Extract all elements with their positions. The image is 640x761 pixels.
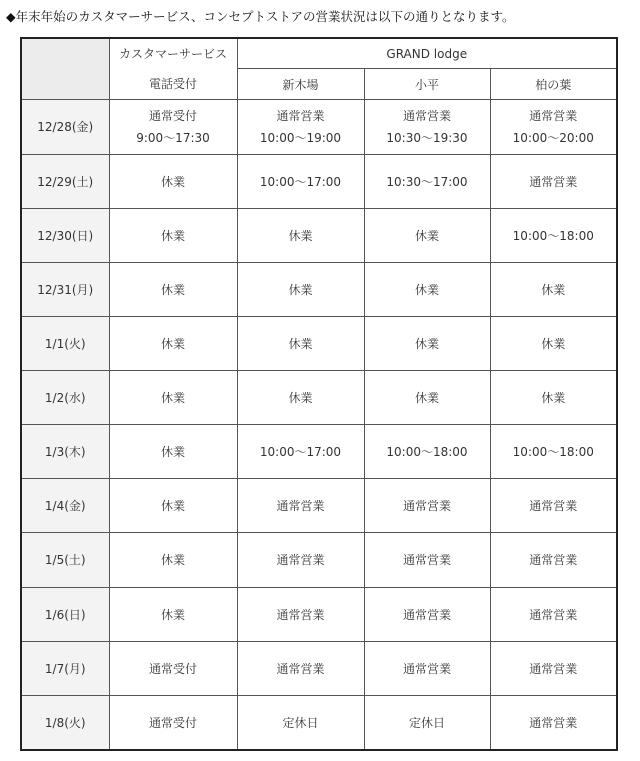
- row-date: 1/8(火): [21, 695, 109, 749]
- cell-text: 休業: [160, 282, 185, 297]
- cell-kodaira: [364, 641, 490, 695]
- row-date: 12/28(金): [21, 100, 109, 155]
- cell-text: 通常営業: [402, 499, 451, 514]
- table-row: [21, 154, 617, 208]
- header-corner: [21, 38, 109, 100]
- cell-text: 休業: [414, 336, 439, 351]
- cell-shinkiba: [237, 425, 364, 479]
- table-row: [21, 316, 617, 370]
- cell-customer-service: [109, 641, 237, 695]
- cell-customer-service: [109, 208, 237, 262]
- header-store-kashiwanoha: 柏の葉: [490, 69, 617, 100]
- cell-customer-service: [109, 695, 237, 749]
- cell-text: 通常営業: [402, 607, 451, 622]
- cell-text: 通常営業: [402, 661, 451, 676]
- cell-kashiwanoha: [490, 533, 617, 587]
- cell-kodaira: [364, 533, 490, 587]
- header-store-shinkiba: 新木場: [237, 69, 364, 100]
- cell-text: 休業: [288, 336, 313, 351]
- cell-text: 休業: [160, 391, 185, 406]
- cell-text: 通常受付: [148, 108, 197, 123]
- cell-kashiwanoha: [490, 371, 617, 425]
- cell-text: 通常営業: [529, 661, 578, 676]
- cell-customer-service: [109, 154, 237, 208]
- cell-text: 休業: [160, 445, 185, 460]
- cell-text: 通常営業: [276, 553, 325, 568]
- cell-text: 通常営業: [276, 607, 325, 622]
- table-row: [21, 208, 617, 262]
- cell-kodaira: [364, 371, 490, 425]
- cell-shinkiba: [237, 154, 364, 208]
- cell-text: 通常営業: [529, 715, 578, 730]
- header-store-kodaira: 小平: [364, 69, 490, 100]
- cell-shinkiba: [237, 316, 364, 370]
- cell-kodaira: [364, 425, 490, 479]
- cell-text: 10:00～18:00: [386, 445, 468, 460]
- cell-kashiwanoha: [490, 316, 617, 370]
- cell-kodaira: [364, 316, 490, 370]
- table-row: [21, 695, 617, 749]
- row-date: 1/1(火): [21, 316, 109, 370]
- cell-shinkiba: [237, 371, 364, 425]
- header-grand-lodge: GRAND lodge: [237, 38, 617, 69]
- schedule-body: [21, 100, 617, 750]
- cell-text: 10:00～20:00: [512, 130, 594, 145]
- cell-text: 通常営業: [402, 108, 451, 123]
- cell-text: 休業: [160, 336, 185, 351]
- cell-text: 休業: [541, 336, 566, 351]
- cell-kashiwanoha: [490, 641, 617, 695]
- table-row: [21, 533, 617, 587]
- cell-text: 休業: [288, 228, 313, 243]
- cell-shinkiba: [237, 100, 364, 155]
- cell-customer-service: [109, 425, 237, 479]
- cell-text: 定休日: [408, 715, 445, 730]
- row-date: 12/31(月): [21, 262, 109, 316]
- cell-text: 10:30～19:30: [386, 130, 468, 145]
- page-title: ◆年末年始のカスタマーサービス、コンセプトストアの営業状況は以下の通りとなります。: [6, 9, 515, 24]
- cell-text: 通常営業: [276, 661, 325, 676]
- header-customer-service-line1: カスタマーサービス: [118, 47, 227, 61]
- cell-text: 休業: [414, 282, 439, 297]
- cell-kashiwanoha: [490, 479, 617, 533]
- cell-kodaira: [364, 262, 490, 316]
- cell-customer-service: [109, 587, 237, 641]
- cell-text: 10:00～17:00: [259, 445, 342, 460]
- cell-kodaira: [364, 479, 490, 533]
- cell-text: 10:00～18:00: [512, 228, 594, 243]
- cell-text: 休業: [160, 228, 185, 243]
- cell-text: 休業: [160, 607, 185, 622]
- cell-customer-service: [109, 262, 237, 316]
- cell-text: 通常営業: [276, 108, 325, 123]
- table-row: [21, 587, 617, 641]
- cell-text: 通常営業: [402, 553, 451, 568]
- row-date: 12/30(日): [21, 208, 109, 262]
- schedule-table: [20, 37, 618, 751]
- cell-customer-service: [109, 533, 237, 587]
- cell-shinkiba: [237, 587, 364, 641]
- cell-customer-service: [109, 371, 237, 425]
- cell-text: 通常受付: [148, 661, 197, 676]
- table-row: [21, 641, 617, 695]
- cell-shinkiba: [237, 262, 364, 316]
- row-date: 1/2(水): [21, 371, 109, 425]
- cell-text: 休業: [541, 391, 566, 406]
- table-row: [21, 262, 617, 316]
- cell-text: 通常営業: [529, 553, 578, 568]
- cell-text: 通常営業: [529, 108, 578, 123]
- cell-text: 通常営業: [529, 607, 578, 622]
- cell-text: 休業: [160, 553, 185, 568]
- row-date: 1/4(金): [21, 479, 109, 533]
- cell-text: 通常営業: [276, 499, 325, 514]
- cell-text: 定休日: [282, 715, 319, 730]
- cell-shinkiba: [237, 695, 364, 749]
- cell-kodaira: [364, 208, 490, 262]
- cell-text: 通常受付: [148, 715, 197, 730]
- cell-customer-service: [109, 316, 237, 370]
- cell-customer-service: [109, 479, 237, 533]
- cell-shinkiba: [237, 641, 364, 695]
- table-row: [21, 425, 617, 479]
- cell-kodaira: [364, 587, 490, 641]
- cell-text: 休業: [414, 391, 439, 406]
- cell-kodaira: [364, 695, 490, 749]
- cell-text: 9:00～17:30: [136, 130, 210, 145]
- table-row: [21, 100, 617, 155]
- cell-text: 通常営業: [529, 174, 578, 189]
- table-row: [21, 371, 617, 425]
- cell-customer-service: [109, 100, 237, 155]
- cell-text: 休業: [160, 174, 185, 189]
- cell-text: 休業: [414, 228, 439, 243]
- cell-shinkiba: [237, 479, 364, 533]
- row-date: 1/7(月): [21, 641, 109, 695]
- header-customer-service-line2: 電話受付: [148, 77, 197, 91]
- cell-text: 休業: [541, 282, 566, 297]
- table-row: [21, 479, 617, 533]
- cell-kashiwanoha: [490, 425, 617, 479]
- cell-kashiwanoha: [490, 695, 617, 749]
- cell-shinkiba: [237, 533, 364, 587]
- cell-kashiwanoha: [490, 154, 617, 208]
- cell-kashiwanoha: [490, 587, 617, 641]
- header-customer-service: [109, 38, 237, 100]
- cell-text: 10:00～17:00: [259, 174, 342, 189]
- cell-text: 通常営業: [529, 499, 578, 514]
- cell-kashiwanoha: [490, 262, 617, 316]
- cell-text: 10:30～17:00: [386, 174, 468, 189]
- cell-shinkiba: [237, 208, 364, 262]
- cell-text: 休業: [288, 282, 313, 297]
- cell-text: 10:00～19:00: [259, 130, 342, 145]
- cell-kashiwanoha: [490, 100, 617, 155]
- row-date: 12/29(土): [21, 154, 109, 208]
- row-date: 1/5(土): [21, 533, 109, 587]
- cell-text: 10:00～18:00: [512, 445, 594, 460]
- row-date: 1/6(日): [21, 587, 109, 641]
- cell-kodaira: [364, 154, 490, 208]
- cell-kashiwanoha: [490, 208, 617, 262]
- cell-text: 休業: [288, 391, 313, 406]
- cell-text: 休業: [160, 499, 185, 514]
- row-date: 1/3(木): [21, 425, 109, 479]
- cell-kodaira: [364, 100, 490, 155]
